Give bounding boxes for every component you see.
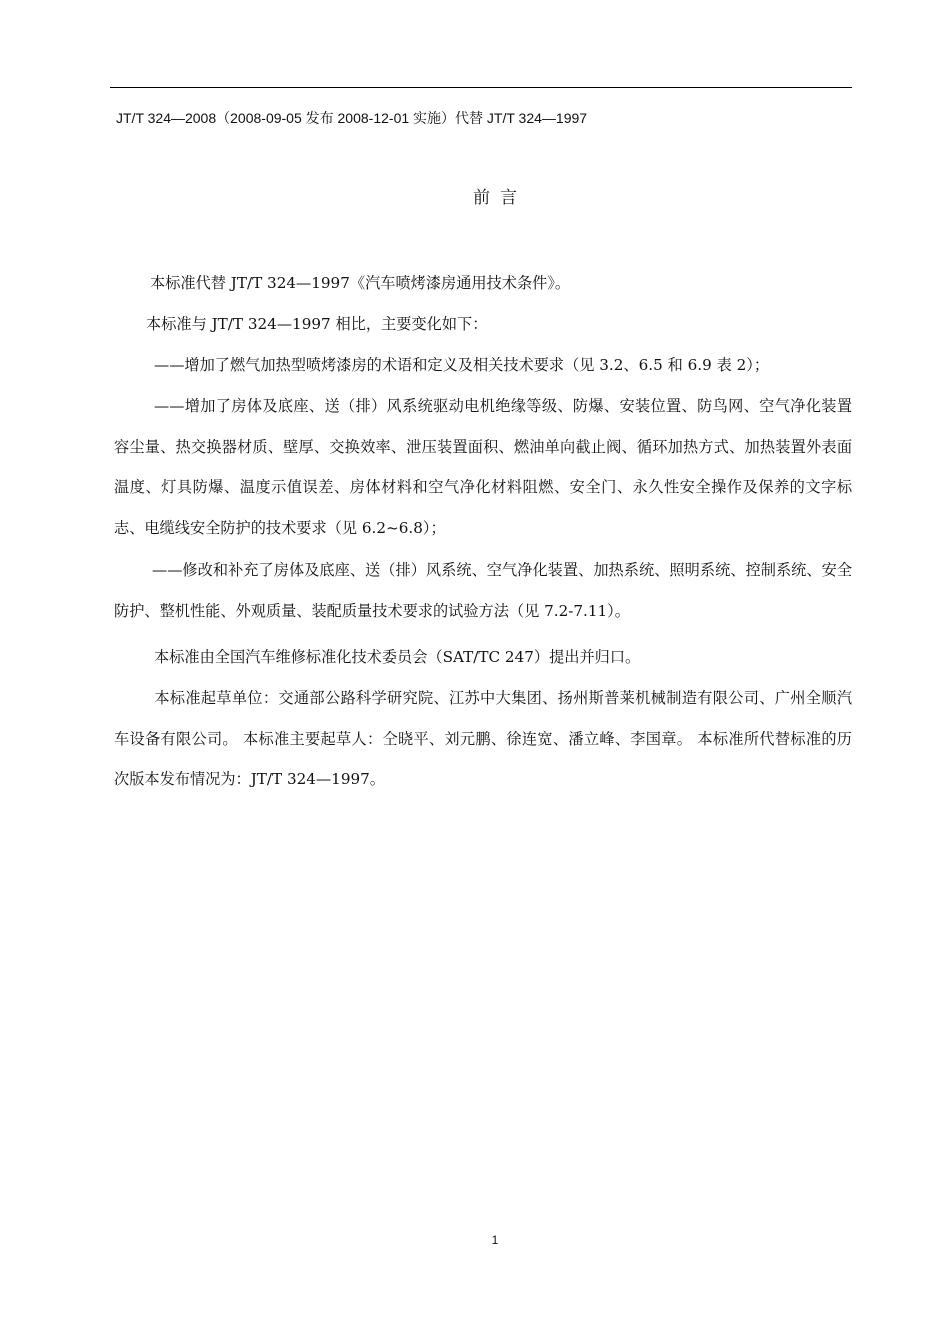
list-item-gas-heating (114, 345, 852, 386)
header-rule (110, 87, 852, 88)
page-title: 前言 (473, 188, 527, 208)
paragraph-proposed-by (114, 637, 852, 678)
paragraph-replaces (114, 263, 852, 304)
standard-info-line: JT/T 324—2008（2008-09-05 发布 2008-12-01 实施）代替 JT/T 324—1997 (116, 110, 588, 126)
paragraph-text: ——修改和补充了房体及底座、送（排）风系统、空气净化装置、加热系统、照明系统、控制系统、安全防护、整机性能、外观质量、装配质量技术要求的试验方法（见 7.2-7.11）。 (114, 561, 852, 620)
paragraph-text: 本标准与 JT/T 324—1997 相比，主要变化如下： (146, 315, 488, 333)
paragraph-text: 本标准由全国汽车维修标准化技术委员会（SAT/TC 247）提出并归口。 (154, 648, 641, 666)
paragraph-text: 本标准代替 JT/T 324—1997《汽车喷烤漆房通用技术条件》。 (150, 274, 571, 292)
paragraph-text: 本标准起草单位：交通部公路科学研究院、江苏中大集团、扬州斯普莱机械制造有限公司、广州全顺汽车设备有限公司。 本标准主要起草人：仝晓平、刘元鹏、徐连宽、潘立峰、李国章。 本标准所代替标准的历次版本发布情况为：JT/T 324—1997。 (114, 689, 852, 788)
paragraph-text: ——增加了房体及底座、送（排）风系统驱动电机绝缘等级、防爆、安装位置、防鸟网、空气净化装置容尘量、热交换器材质、壁厚、交换效率、泄压装置面积、燃油单向截止阀、循环加热方式、加热装置外表面温度、灯具防爆、温度示值误差、房体材料和空气净化材料阻燃、安全门、永久性安全操作及保养的文字标志、电缆线安全防护的技术要求（见 6.2~6.8）； (114, 397, 852, 537)
paragraph-text: ——增加了燃气加热型喷烤漆房的术语和定义及相关技术要求（见 3.2、6.5 和 6.9 表 2）； (154, 356, 770, 374)
page-number: 1 (491, 1233, 499, 1247)
paragraph-drafting-units (114, 678, 852, 800)
list-item-test-methods (114, 550, 852, 631)
list-item-added-requirements (114, 386, 852, 548)
paragraph-changes-intro (114, 304, 852, 345)
